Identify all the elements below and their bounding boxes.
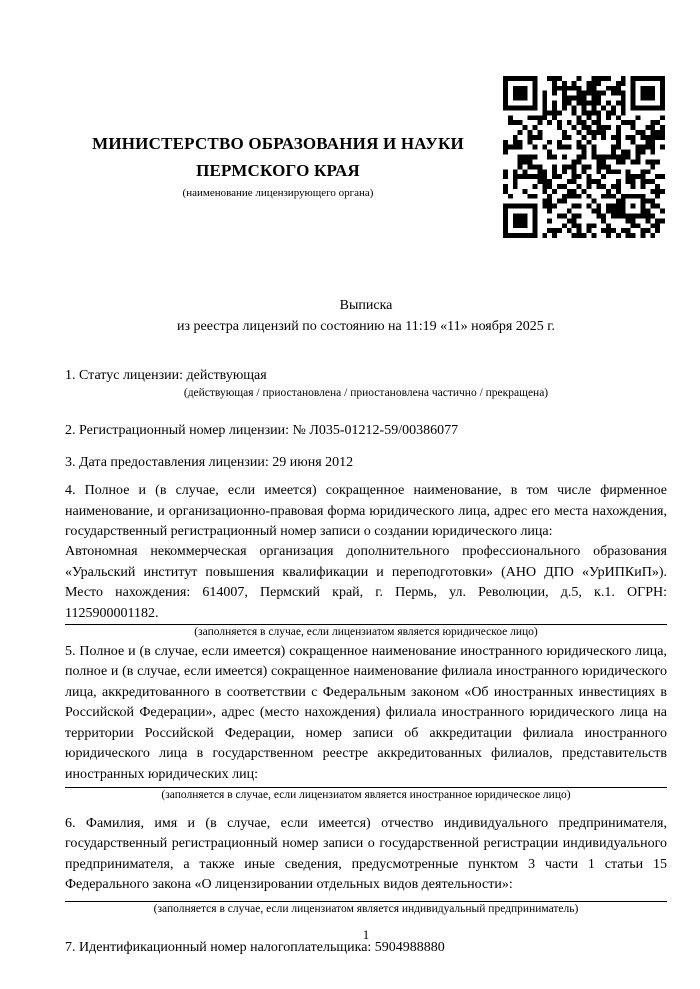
item-legal-entity-question: 4. Полное и (в случае, если имеется) сокращенное наименование, в том числе фирменное наименование, и организационно-правовая форма юридического лица, адрес его места нахождения, государственный регистрационный номер записи о создании юридического лица: <box>65 483 667 540</box>
qr-code-icon <box>503 76 665 238</box>
item-foreign-entity-question: 5. Полное и (в случае, если имеется) сокращенное наименование иностранного юридического лица, полное и (в случае, если имеется) сокращенное наименование филиала иностранного юридического лица, аккредитованного в соответствии с Федеральным законом «Об иностранных инвестициях в Российской Федерации», адрес (место нахождения) филиала иностранного юридического лица на территории Российской Федерации, номер записи об аккредитации филиала иностранного юридического лица в государственном реестре аккредитованных филиалов, представительств иностранных юридических лиц: <box>65 644 667 782</box>
qr-code-image <box>503 76 665 238</box>
item-taxpayer-number: 7. Идентификационный номер налогоплательщика: 5904988880 <box>65 939 445 955</box>
document-title-block <box>65 296 667 337</box>
entrepreneur-note: (заполняется в случае, если лицензиатом является индивидуальный предприниматель) <box>153 902 579 915</box>
licensing-authority-caption: (наименование лицензирующего органа) <box>182 187 374 199</box>
ministry-name-line2: ПЕРМСКОГО КРАЯ <box>196 161 360 180</box>
item-entrepreneur-question: 6. Фамилия, имя и (в случае, если имеется) отчество индивидуального предпринимателя, государственный регистрационный номер записи о государственной регистрации индивидуального предпринимателя, а также иные сведения, предусмотренные пунктом 3 части 1 статьи 15 Федерального закона «О лицензировании отдельных видов деятельности»: <box>65 815 667 893</box>
item-registration-number: 2. Регистрационный номер лицензии: № Л035-01212-59/00386077 <box>65 423 459 439</box>
legal-entity-answer: Автономная некоммерческая организация дополнительного профессионального образования «Уральский институт повышения квалификации и переподготовки» (АНО ДПО «УрИПКиП»). Место нахождения: 614007, Пермский край, г. Пермь, ул. Революции, д.5, к.1. ОГРН: 1125900001182. <box>65 542 667 625</box>
document-subtitle: из реестра лицензий по состоянию на 11:19 «11» ноября 2025 г. <box>177 318 555 334</box>
legal-entity-note: (заполняется в случае, если лицензиатом является юридическое лицо) <box>194 626 538 639</box>
item-license-status: 1. Статус лицензии: действующая <box>65 368 267 383</box>
item-license-grant-date: 3. Дата предоставления лицензии: 29 июня 2012 <box>65 454 354 470</box>
document-title: Выписка <box>339 298 393 313</box>
issuing-authority-header <box>65 130 491 200</box>
document-body <box>65 366 667 958</box>
foreign-entity-note: (заполняется в случае, если лицензиатом является иностранное юридическое лицо) <box>161 788 571 801</box>
ministry-name-line1: МИНИСТЕРСТВО ОБРАЗОВАНИЯ И НАУКИ <box>92 134 464 153</box>
license-status-options-note: (действующая / приостановлена / приостановлена частично / прекращена) <box>183 387 549 400</box>
page-number: 1 <box>362 927 370 942</box>
